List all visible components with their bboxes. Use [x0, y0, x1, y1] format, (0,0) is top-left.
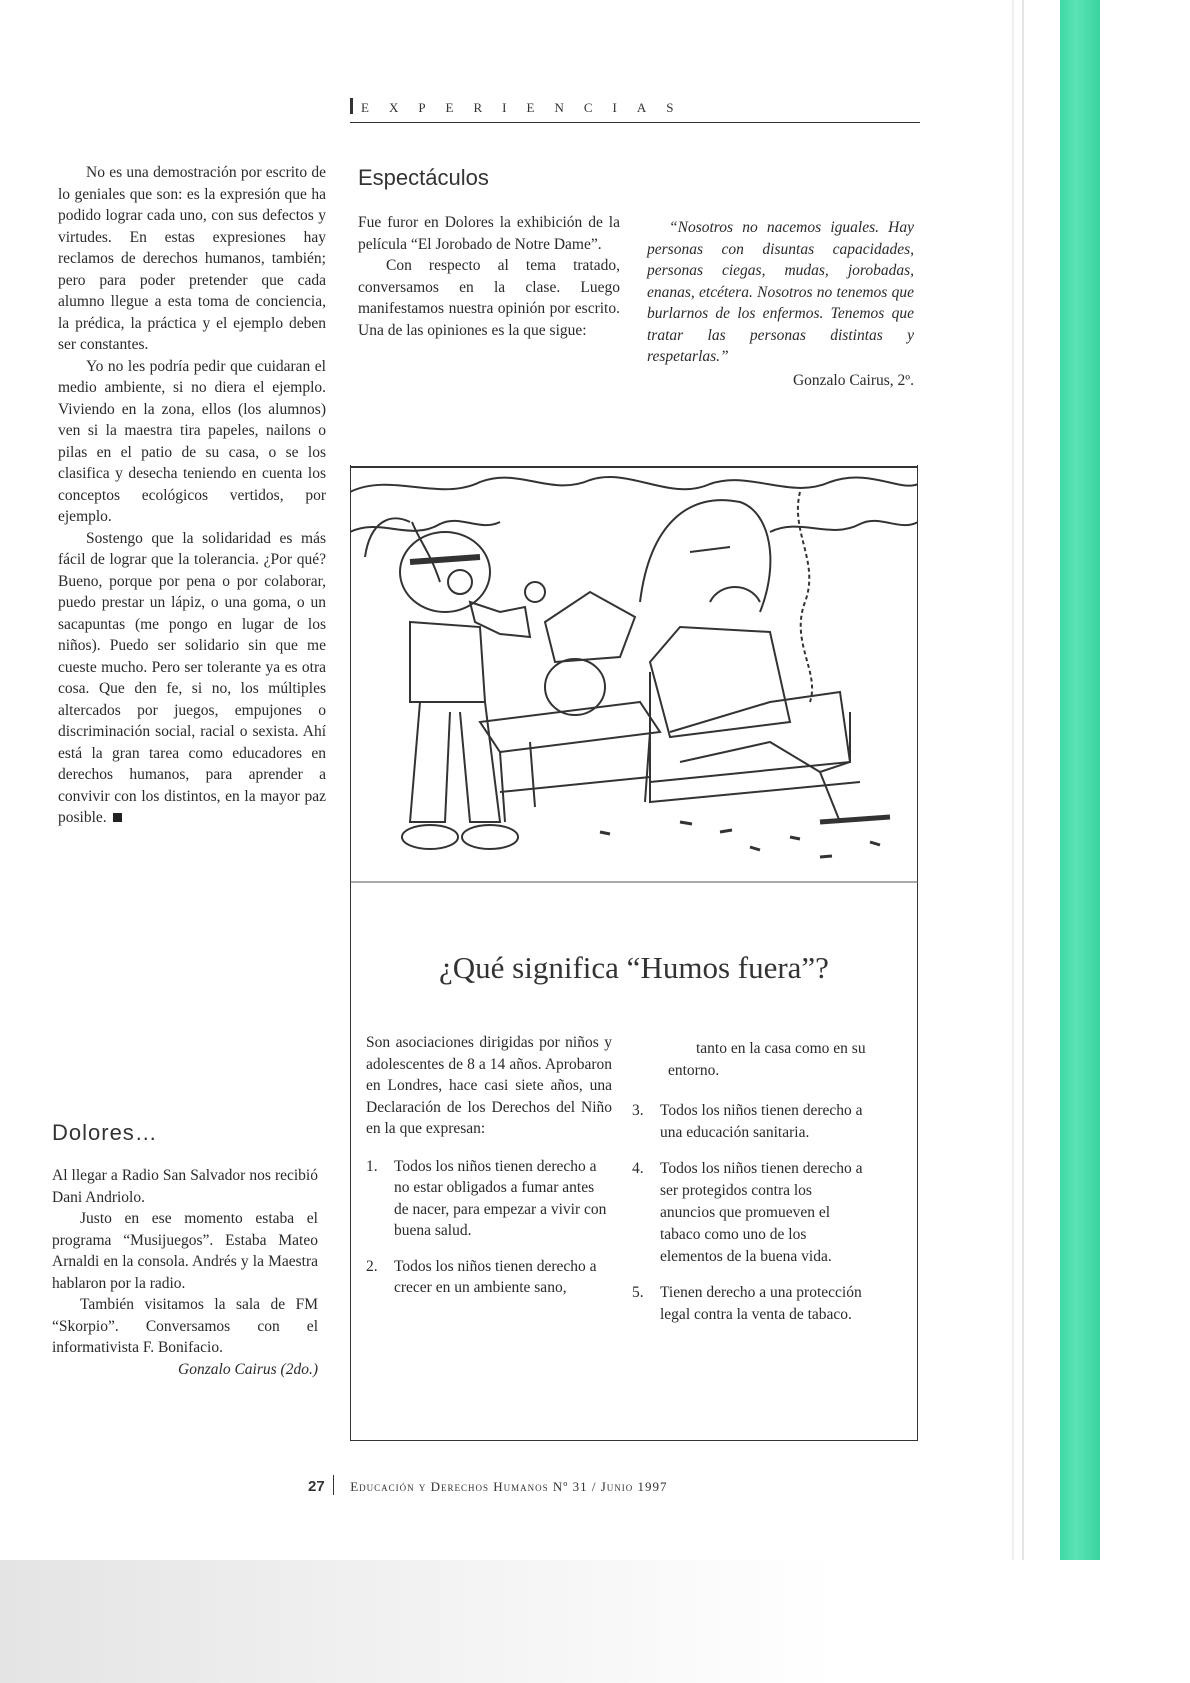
man-slipper: [820, 817, 890, 822]
dolores-signature: Gonzalo Cairus (2do.): [178, 1360, 318, 1378]
cigarette-smoke: [798, 492, 812, 702]
tree-branch: [365, 518, 410, 557]
cigarette-butts: [600, 822, 880, 857]
publication-info: Educación y Derechos Humanos Nº 31 / Junio 1997: [350, 1479, 668, 1494]
paragraph: Fue furor en Dolores la exhibición de la película “El Jorobado de Notre Dame”.: [358, 214, 620, 253]
list-number: 5.: [632, 1284, 644, 1301]
box-title: ¿Qué significa “Humos fuera”?: [439, 950, 829, 985]
man-legs: [670, 692, 850, 772]
page-edge: [1022, 0, 1024, 1560]
man-eyes: [690, 547, 730, 552]
list-number: 3.: [632, 1102, 644, 1119]
tree-foliage: [350, 521, 500, 532]
paragraph: No es una demostración por escrito de lo geniales que son: es la expresión que ha podido lograr cada uno, con sus defectos y virtudes. En estas expresiones hay reclamos de derechos humanos, también; pero para poder pretender que cada alumno llegue a esta toma de conciencia, la prédica, la práctica y el ejemplo deben ser constantes.: [58, 164, 326, 353]
quote-column: [647, 217, 914, 391]
boy-headband: [410, 557, 480, 562]
paragraph: [58, 528, 326, 829]
list-item: [366, 1156, 612, 1242]
list-item: [632, 1158, 870, 1268]
gas-mask-filter: [470, 602, 530, 637]
list-text: Todos los niños tienen derecho a crecer en un ambiente sano,: [394, 1257, 597, 1296]
quote-text: “Nosotros no nacemos iguales. Hay personas con disuntas capacidades, personas ciegas, mudas, jorobadas, enanas, etcétera. Nosotros no tenemos que burlarnos de los enfermos. Tenemos que tratar las personas distintas y respetarlas.”: [647, 219, 914, 365]
boy-leg-left: [410, 702, 450, 822]
tree-foliage: [350, 477, 918, 492]
cartoon-illustration: [350, 462, 918, 932]
paragraph: Justo en ese momento estaba el programa “Musijuegos”. Estaba Mateo Arnaldi en la consola. Andrés y la Maestra hablaron por la radio.: [52, 1210, 318, 1292]
list-item: [632, 1282, 870, 1326]
espectaculos-title: Espectáculos: [358, 165, 489, 190]
espectaculos-column: [358, 212, 620, 341]
section-header-text: EXPERIENCIAS: [361, 100, 694, 115]
list-text: Tienen derecho a una protección legal contra la venta de tabaco.: [660, 1284, 862, 1323]
scan-shadow: [0, 1560, 1190, 1683]
box-intro: Son asociaciones dirigidas por niños y adolescentes de 8 a 14 años. Aprobaron en Londres, hace casi siete años, una Declaración de los Derechos del Niño en la que expresan:: [366, 1034, 612, 1137]
page-edge: [1012, 0, 1014, 1560]
list-number: 4.: [632, 1160, 644, 1177]
end-mark-icon: [113, 813, 122, 822]
man-torso: [650, 627, 790, 737]
paragraph: Al llegar a Radio San Salvador nos recibió Dani Andriolo.: [52, 1167, 318, 1206]
boy-shoe-left: [402, 825, 458, 849]
box-right-column: [632, 1038, 870, 1340]
left-column: [58, 162, 326, 829]
tree-branch: [412, 522, 440, 582]
list-item: [632, 1100, 870, 1144]
flower: [525, 582, 545, 602]
list-number: 1.: [366, 1157, 378, 1175]
boy-head: [400, 532, 490, 612]
page-number: 27: [308, 1478, 325, 1495]
gas-mask-eye: [448, 570, 472, 594]
header-bar: [350, 98, 353, 114]
list-text: Todos los niños tienen derecho a no estar obligados a fumar antes de nacer, para empezar a vivir con buena salud.: [394, 1157, 607, 1239]
lamp-shade: [545, 592, 635, 662]
list-number: 2.: [366, 1257, 378, 1275]
man-head: [640, 500, 770, 612]
paragraph: También visitamos la sala de FM “Skorpio”. Conversamos con el informativista F. Bonifacio.: [52, 1296, 318, 1356]
list-continuation: tanto en la casa como en su entorno.: [668, 1040, 866, 1079]
dolores-title: Dolores…: [52, 1120, 158, 1145]
man-leg-lower: [820, 772, 870, 822]
boy-torso: [410, 622, 485, 702]
table-shelf: [500, 777, 650, 792]
list-item: [366, 1256, 612, 1299]
lamp-base: [545, 659, 605, 715]
table-top: [480, 702, 660, 752]
section-header: [350, 98, 920, 123]
quote-signature: Gonzalo Cairus, 2º.: [792, 371, 914, 389]
green-cover-band: [1060, 0, 1100, 1560]
tree-foliage: [770, 521, 918, 532]
footer-separator: [333, 1475, 335, 1495]
list-text: Todos los niños tienen derecho a ser protegidos contra los anuncios que promueven el tabaco como uno de los elementos de la buena vida.: [660, 1160, 863, 1265]
page-footer: [308, 1475, 928, 1495]
man-mouth: [710, 587, 760, 602]
box-left-column: [366, 1032, 612, 1313]
paragraph: Yo no les podría pedir que cuidaran el medio ambiente, si no diera el ejemplo. Viviendo en la zona, ellos (los alumnos) ven si la maestra tira papeles, nailons o pilas en el patio de su casa, o se los clasifica y desecha teniendo en cuenta los conceptos ecológicos vertidos, por ejemplo.: [58, 357, 326, 525]
list-text: Todos los niños tienen derecho a una educación sanitaria.: [660, 1102, 863, 1141]
dolores-column: [52, 1165, 318, 1380]
paragraph-text: Sostengo que la solidaridad es más fácil de lograr que la tolerancia. ¿Por qué? Bueno, porque por pena o por colaborar, puedo prestar un lápiz, o una goma, o un sacapuntas (me pongo en lugar de los niños). Puedo ser solidario sin que me cueste mucho. Pero ser tolerante ya es otra cosa. Que den fe, si no, los múltiples altercados por juegos, empujones o discriminación social, racial o sexista. Ahí está la gran tarea como educadores en derechos humanos, para aprender a convivir con los distintos, en la mayor paz posible.: [58, 529, 326, 826]
paragraph: Con respecto al tema tratado, conversamos en la clase. Luego manifestamos nuestra opinión por escrito. Una de las opiniones es la que sigue:: [358, 257, 620, 339]
boy-shoe-right: [462, 825, 518, 849]
table-legs: [500, 732, 650, 822]
